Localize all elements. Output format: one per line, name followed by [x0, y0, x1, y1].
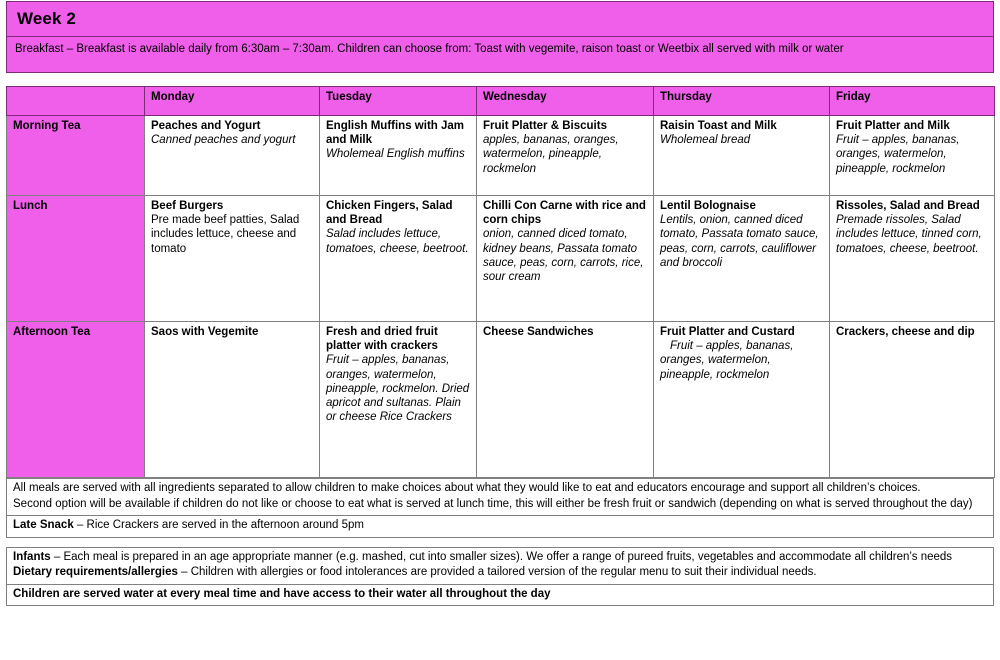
dish-description: Premade rissoles, Salad includes lettuce, tinned corn, tomatoes, cheese, beetroot.: [836, 214, 982, 255]
breakfast-note-text: Breakfast – Breakfast is available daily from 6:30am – 7:30am. Children can choose from: Toast with vegemite, raison toast or Weetbix all served with milk or water: [15, 43, 844, 55]
page-title: Week 2: [17, 9, 76, 28]
dish-name: Saos with Vegemite: [151, 326, 259, 338]
notes-table-bottom: [6, 547, 994, 607]
row-label-morning-tea: Morning Tea: [7, 116, 145, 196]
dish-name: Chicken Fingers, Salad and Bread: [326, 200, 453, 227]
column-header-monday: Monday: [145, 87, 320, 116]
note-general-line2: Second option will be available if children do not like or choose to eat what is served at lunch time, this will either be fresh fruit or sandwich (depending on what is served throughout the day): [13, 497, 973, 510]
dish-name: Rissoles, Salad and Bread: [836, 200, 980, 212]
notes-table-top: [6, 478, 994, 538]
cell-afternoon-wednesday: [477, 322, 654, 478]
column-header-blank: [7, 87, 145, 116]
note-row-late-snack: [7, 516, 994, 538]
table-row: [7, 196, 995, 322]
dish-name: Fruit Platter and Custard: [660, 326, 795, 338]
menu-page: [0, 1, 1000, 660]
note-infants-text: – Each meal is prepared in an age appropriate manner (e.g. mashed, cut into smaller sizes). We offer a range of pureed fruits, vegetables and accommodate all children’s needs: [50, 550, 953, 563]
note-infants-line: [13, 550, 987, 566]
dish-description: apples, bananas, oranges, watermelon, pineapple, rockmelon: [483, 134, 619, 175]
note-water: [7, 584, 994, 606]
note-late-snack: [7, 516, 994, 538]
dish-name: Peaches and Yogurt: [151, 120, 261, 132]
table-header-row: [7, 87, 995, 116]
dish-description: Fruit – apples, bananas, oranges, watermelon, pineapple, rockmelon: [660, 340, 794, 381]
dish-description: onion, canned diced tomato, kidney beans, Passata tomato sauce, peas, corn, carrots, rice, sour cream: [483, 228, 644, 284]
dish-description: Lentils, onion, canned diced tomato, Passata tomato sauce, peas, corn, carrots, cauliflower and broccoli: [660, 214, 819, 269]
table-row: [7, 116, 995, 196]
notes-spacer: [6, 538, 994, 547]
cell-morning-wednesday: [477, 116, 654, 196]
row-label-afternoon-tea: Afternoon Tea: [7, 322, 145, 478]
dish-description: Pre made beef patties, Salad includes lettuce, cheese and tomato: [151, 214, 300, 255]
note-general-line1: All meals are served with all ingredients separated to allow children to make choices about what they would like to eat and educators encourage and support all children’s choices.: [13, 482, 921, 494]
column-header-tuesday: Tuesday: [320, 87, 477, 116]
note-row-water: [7, 584, 994, 606]
table-row: [7, 322, 995, 478]
dish-name: Fruit Platter & Biscuits: [483, 120, 607, 132]
note-infants: [7, 547, 994, 584]
cell-afternoon-monday: [145, 322, 320, 478]
cell-afternoon-friday: [830, 322, 995, 478]
cell-lunch-tuesday: [320, 196, 477, 322]
note-dietary-line: [13, 565, 987, 581]
cell-afternoon-thursday: [654, 322, 830, 478]
dish-name: Raisin Toast and Milk: [660, 120, 777, 132]
dish-name: Fruit Platter and Milk: [836, 120, 950, 132]
note-general: [7, 479, 994, 516]
cell-afternoon-tuesday: [320, 322, 477, 478]
dish-name: Lentil Bolognaise: [660, 200, 756, 212]
column-header-friday: Friday: [830, 87, 995, 116]
dish-name: Crackers, cheese and dip: [836, 326, 975, 338]
column-header-thursday: Thursday: [654, 87, 830, 116]
dish-name: English Muffins with Jam and Milk: [326, 120, 465, 147]
note-late-snack-label: Late Snack: [13, 519, 74, 531]
dish-description: Fruit – apples, bananas, oranges, watermelon, pineapple, rockmelon. Dried apricot and sultanas. Plain or cheese Rice Crackers: [326, 354, 470, 424]
note-row-infants: [7, 547, 994, 584]
note-infants-label: Infants: [13, 550, 51, 563]
dish-description: Wholemeal bread: [660, 134, 751, 147]
breakfast-note-bar: [6, 37, 994, 73]
cell-morning-monday: [145, 116, 320, 196]
dish-name: Chilli Con Carne with rice and corn chips: [483, 200, 646, 227]
note-late-snack-text: – Rice Crackers are served in the afternoon around 5pm: [73, 519, 364, 531]
cell-lunch-friday: [830, 196, 995, 322]
cell-morning-tuesday: [320, 116, 477, 196]
note-dietary-text: – Children with allergies or food intolerances are provided a tailored version of the regular menu to suit their individual needs.: [177, 566, 817, 578]
note-dietary-label: Dietary requirements/allergies: [13, 566, 178, 578]
week-header-bar: [6, 1, 994, 37]
header-table-gap: [6, 73, 994, 86]
note-row-general: [7, 479, 994, 516]
weekly-menu-table: [6, 86, 995, 478]
row-label-lunch: Lunch: [7, 196, 145, 322]
note-water-text: Children are served water at every meal time and have access to their water all throughout the day: [13, 587, 551, 600]
dish-description: Salad includes lettuce, tomatoes, cheese, beetroot.: [326, 228, 469, 255]
dish-name: Fresh and dried fruit platter with crackers: [326, 326, 438, 353]
cell-lunch-thursday: [654, 196, 830, 322]
cell-lunch-wednesday: [477, 196, 654, 322]
cell-morning-friday: [830, 116, 995, 196]
cell-morning-thursday: [654, 116, 830, 196]
dish-description: Wholemeal English muffins: [326, 148, 465, 161]
dish-description: Fruit – apples, bananas, oranges, watermelon, pineapple, rockmelon: [836, 134, 960, 175]
dish-name: Beef Burgers: [151, 200, 224, 212]
dish-description: Canned peaches and yogurt: [151, 134, 296, 147]
column-header-wednesday: Wednesday: [477, 87, 654, 116]
dish-name: Cheese Sandwiches: [483, 326, 594, 338]
cell-lunch-monday: [145, 196, 320, 322]
